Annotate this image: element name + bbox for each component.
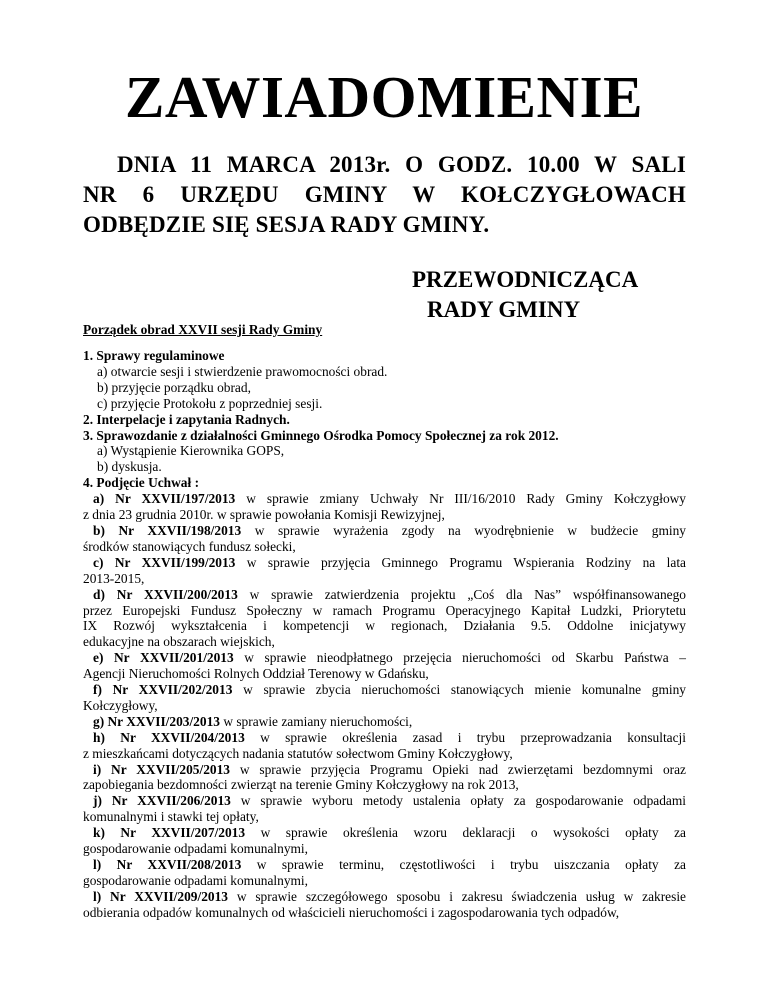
signature-line-1: PRZEWODNICZĄCA <box>412 267 639 292</box>
agenda-list: 1. Sprawy regulaminowe a) otwarcie sesji i stwierdzenie prawomocności obrad. b) przyjęcie porządku obrad, c) przyjęcie Protokołu z poprzedniej sesji. 2. Interpelacje i zapytania Radnych. 3. Sprawozdanie z działalności Gminnego Ośrodka Pomocy Społecznej za rok 2012. a) Wystąpienie Kierownika GOPS, b) dyskusja. 4. Podjęcie Uchwał : a) Nr XXVII/197/2013 w sprawie zmiany Uchwały Nr III/16/2010 Rady Gminy Kołczygłowy z dnia 23 grudnia 2010r. w sprawie powołania Komisji Rewizyjnej, b) Nr XXVII/198/2013 w sprawie wyrażenia zgody na wyodrębnienie w budżecie gminy środków stanowiących fundusz sołecki, c) Nr XXVII/199/2013 w sprawie przyjęcia Gminnego Programu Wspierania Rodziny na lata 2013-2015, d) Nr XXVII/200/2013 w sprawie zatwierdzenia projektu „Coś dla Nas” współfinansowanego przez Europejski Fundusz Społeczny w ramach Programu Operacyjnego Kapitał Ludzki, Priorytetu IX Rozwój wykształcenia i kompetencji w regionach, Działania 9.5. Oddolne inicjatywy edukacyjne na obszarach wiejskich, e) Nr XXVII/201/2013 w sprawie nieodpłatnego przejęcia nieruchomości od Skarbu Państwa – Agencji Nieruchomości Rolnych Oddział Terenowy w Gdańsku, f) Nr XXVII/202/2013 w sprawie zbycia nieruchomości stanowiących mienie komunalne gminy Kołczygłowy, g) Nr XXVII/203/2013 w sprawie zamiany nieruchomości, h) Nr XXVII/204/2013 w sprawie określenia zasad i trybu przeprowadzania konsultacji z mieszkańcami dotyczących nadania statutów sołectwom Gminy Kołczygłowy, i) Nr XXVII/205/2013 w sprawie przyjęcia Programu Opieki nad zwierzętami bezdomnymi oraz zapobiegania bezdomności zwierząt na terenie Gminy Kołczygłowy na rok 2013, j) Nr XXVII/206/2013 w sprawie wyboru metody ustalenia opłaty za gospodarowanie odpadami komunalnymi i stawki tej opłaty, k) Nr XXVII/207/2013 w sprawie określenia wzoru deklaracji o wysokości opłaty za gospodarowanie odpadami komunalnymi, l) Nr XXVII/208/2013 w sprawie terminu, częstotliwości i trybu uiszczania opłaty za gospodarowanie odpadami komunalnymi, l) Nr XXVII/209/2013 w sprawie szczegółowego sposobu i zakresu świadczenia usług w zakresie odbierania odpadów komunalnych od właścicieli nieruchomości i zagospodarowania tych odpadów, <box>83 348 687 920</box>
resolution-a: a) Nr XXVII/197/2013 w sprawie zmiany Uchwały Nr III/16/2010 Rady Gminy Kołczygłowy <box>93 491 687 507</box>
agenda-section-3: 3. Sprawozdanie z działalności Gminnego Ośrodka Pomocy Społecznej za rok 2012. <box>83 427 559 443</box>
agenda-title: Porządek obrad XXVII sesji Rady Gminy <box>83 322 323 337</box>
signature-line-2: RADY GMINY <box>427 297 581 322</box>
resolution-h: h) Nr XXVII/204/2013 w sprawie określenia zasad i trybu przeprowadzania konsultacji <box>93 729 686 745</box>
agenda-section-4: 4. Podjęcie Uchwał : <box>83 475 200 491</box>
signature-block <box>412 265 712 325</box>
resolution-j: j) Nr XXVII/206/2013 w sprawie wyboru metody ustalenia opłaty za gospodarowanie odpadami <box>93 793 687 809</box>
resolution-l-209: l) Nr XXVII/209/2013 w sprawie szczegółowego sposobu i zakresu świadczenia usług w zakresie <box>93 888 686 904</box>
page-title: ZAWIADOMIENIE <box>125 64 643 130</box>
resolution-c: c) Nr XXVII/199/2013 w sprawie przyjęcia Gminnego Programu Wspierania Rodziny na lata <box>93 554 686 570</box>
agenda-section-2: 2. Interpelacje i zapytania Radnych. <box>83 411 290 427</box>
announcement-line-1: DNIA 11 MARCA 2013r. O GODZ. 10.00 W SALI <box>117 152 686 177</box>
agenda-item: b) przyjęcie porządku obrad, <box>97 379 251 395</box>
resolution-i: i) Nr XXVII/205/2013 w sprawie przyjęcia Programu Opieki nad zwierzętami bezdomnymi oraz <box>93 761 686 777</box>
resolution-l-208: l) Nr XXVII/208/2013 w sprawie terminu, częstotliwości i trybu uiszczania opłaty za <box>93 857 686 872</box>
resolution-k: k) Nr XXVII/207/2013 w sprawie określenia wzoru deklaracji o wysokości opłaty za <box>93 825 686 841</box>
agenda-item: c) przyjęcie Protokołu z poprzedniej sesji. <box>97 395 323 411</box>
agenda-section-1: 1. Sprawy regulaminowe <box>83 348 225 363</box>
resolution-f: f) Nr XXVII/202/2013 w sprawie zbycia nieruchomości stanowiących mienie komunalne gminy <box>93 682 686 698</box>
session-announcement <box>83 150 686 240</box>
resolution-b: b) Nr XXVII/198/2013 w sprawie wyrażenia zgody na wyodrębnienie w budżecie gminy <box>93 522 686 538</box>
announcement-line-3: ODBĘDZIE SIĘ SESJA RADY GMINY. <box>83 212 490 237</box>
agenda-item: a) Wystąpienie Kierownika GOPS, <box>97 443 285 459</box>
agenda-item: a) otwarcie sesji i stwierdzenie prawomocności obrad. <box>97 363 388 379</box>
announcement-line-2: NR 6 URZĘDU GMINY W KOŁCZYGŁOWACH <box>83 182 686 207</box>
resolution-e: e) Nr XXVII/201/2013 w sprawie nieodpłatnego przejęcia nieruchomości od Skarbu Państwa – <box>93 650 686 666</box>
resolution-g: g) Nr XXVII/203/2013 w sprawie zamiany nieruchomości, <box>93 713 413 729</box>
agenda-item: b) dyskusja. <box>97 459 162 475</box>
resolution-d: d) Nr XXVII/200/2013 w sprawie zatwierdzenia projektu „Coś dla Nas” współfinansowanego <box>93 586 686 602</box>
